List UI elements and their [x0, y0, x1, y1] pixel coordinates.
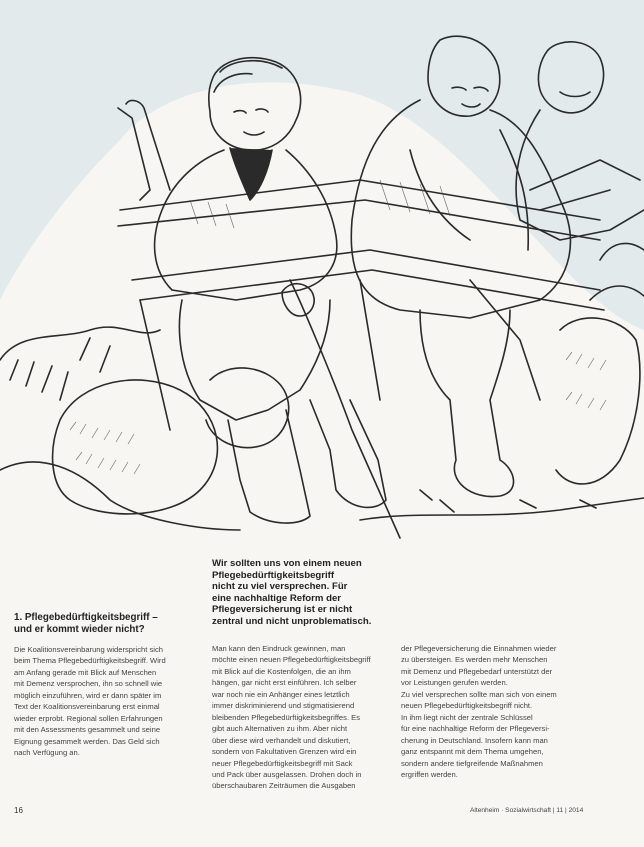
body-line: In ihm liegt nicht der zentrale Schlüssel	[401, 712, 533, 722]
body-line: ganz entspannt mit dem Thema umgehen,	[401, 747, 544, 757]
body-line: vor Leistungen gerufen werden.	[401, 678, 508, 688]
body-line: beim Thema Pflegebedürftigkeitsbegriff. Wird	[14, 656, 166, 666]
pull-quote-line: Pflegebedürftigkeitsbegriff	[212, 569, 335, 581]
body-line: neuen Pflegebedürftigkeitsbegriff nicht.	[401, 701, 533, 711]
text-column-1	[14, 644, 206, 759]
pull-quote-line: Pflegeversicherung ist er nicht	[212, 604, 353, 616]
body-line: für eine nachhaltige Reform der Pflegeversi-	[401, 724, 550, 734]
body-line: möchte einen neuen Pflegebedürftigkeitsbegriff	[212, 655, 371, 665]
body-line: immer diskriminierend und stigmatisierend	[212, 701, 355, 711]
section-heading-line: und er kommt wieder nicht?	[14, 623, 145, 635]
body-line: gibt auch Alternativen zu ihm. Aber nicht	[212, 724, 348, 734]
body-line: zu übersteigen. Es werden mehr Menschen	[401, 655, 548, 665]
body-line: mit den Assessments gesammelt und seine	[14, 725, 161, 735]
body-line: cherung in Deutschland. Insofern kann man	[401, 735, 548, 745]
pull-quote-line: zentral und nicht unproblematisch.	[212, 615, 372, 627]
body-line: Text der Koalitionsvereinbarung erst einmal	[14, 702, 160, 712]
publication-footer: Altenheim · Sozialwirtschaft | 11 | 2014	[470, 807, 584, 814]
body-line: sondern von Fakultativen Grenzen wird ein	[212, 747, 357, 757]
pull-quote	[212, 558, 402, 628]
pull-quote-line: Wir sollten uns von einem neuen	[212, 558, 362, 569]
body-line: hängen, gar nicht erst einführen. Ich selber	[212, 678, 357, 688]
section-heading	[14, 612, 204, 635]
body-line: über diese wird verhandelt und diskutiert,	[212, 735, 351, 745]
body-line: am Anfang gerade mit Blick auf Menschen	[14, 667, 157, 677]
body-line: mit Demenz versprochen, ihn so schnell wie	[14, 679, 163, 689]
body-line: Eignung gesammelt werden. Das Geld sich	[14, 736, 160, 746]
section-heading-line: 1. Pflegebedürftigkeitsbegriff –	[14, 612, 158, 623]
body-line: möglich einzuführen, wird er dann später im	[14, 690, 162, 700]
body-line: ergriffen werden.	[401, 769, 458, 779]
pull-quote-line: nicht zu viel versprechen. Für	[212, 581, 348, 593]
body-line: Zu viel versprechen sollte man sich von einem	[401, 689, 557, 699]
body-line: nach Verfügung an.	[14, 748, 80, 758]
body-line: Man kann den Eindruck gewinnen, man	[212, 644, 346, 653]
body-line: überschaubaren Zeiträumen die Ausgaben	[212, 781, 356, 791]
page-number: 16	[14, 806, 23, 815]
body-line: und Pack über ausgelassen. Drohen doch in	[212, 769, 362, 779]
body-line: wieder erprobt. Regional sollen Erfahrungen	[14, 713, 163, 723]
body-line: der Pflegeversicherung die Einnahmen wieder	[401, 644, 557, 653]
body-line: mit Demenz und Pflegebedarf unterstützt der	[401, 666, 553, 676]
text-column-2	[212, 643, 404, 792]
body-line: Die Koalitionsvereinbarung widerspricht sich	[14, 645, 163, 654]
body-line: neuer Pflegebedürftigkeitsbegriff mit Sack	[212, 758, 353, 768]
body-line: mit Blick auf die Kostenfolgen, die an ihm	[212, 666, 351, 676]
body-line: war noch nie ein Anhänger eines letztlich	[212, 689, 350, 699]
text-column-3	[401, 643, 593, 780]
pull-quote-line: eine nachhaltige Reform der	[212, 592, 342, 604]
body-line: sondern andere tiefgreifende Maßnahmen	[401, 758, 543, 768]
body-line: bleibenden Pflegebedürftigkeitsbegriffes. Es	[212, 712, 361, 722]
